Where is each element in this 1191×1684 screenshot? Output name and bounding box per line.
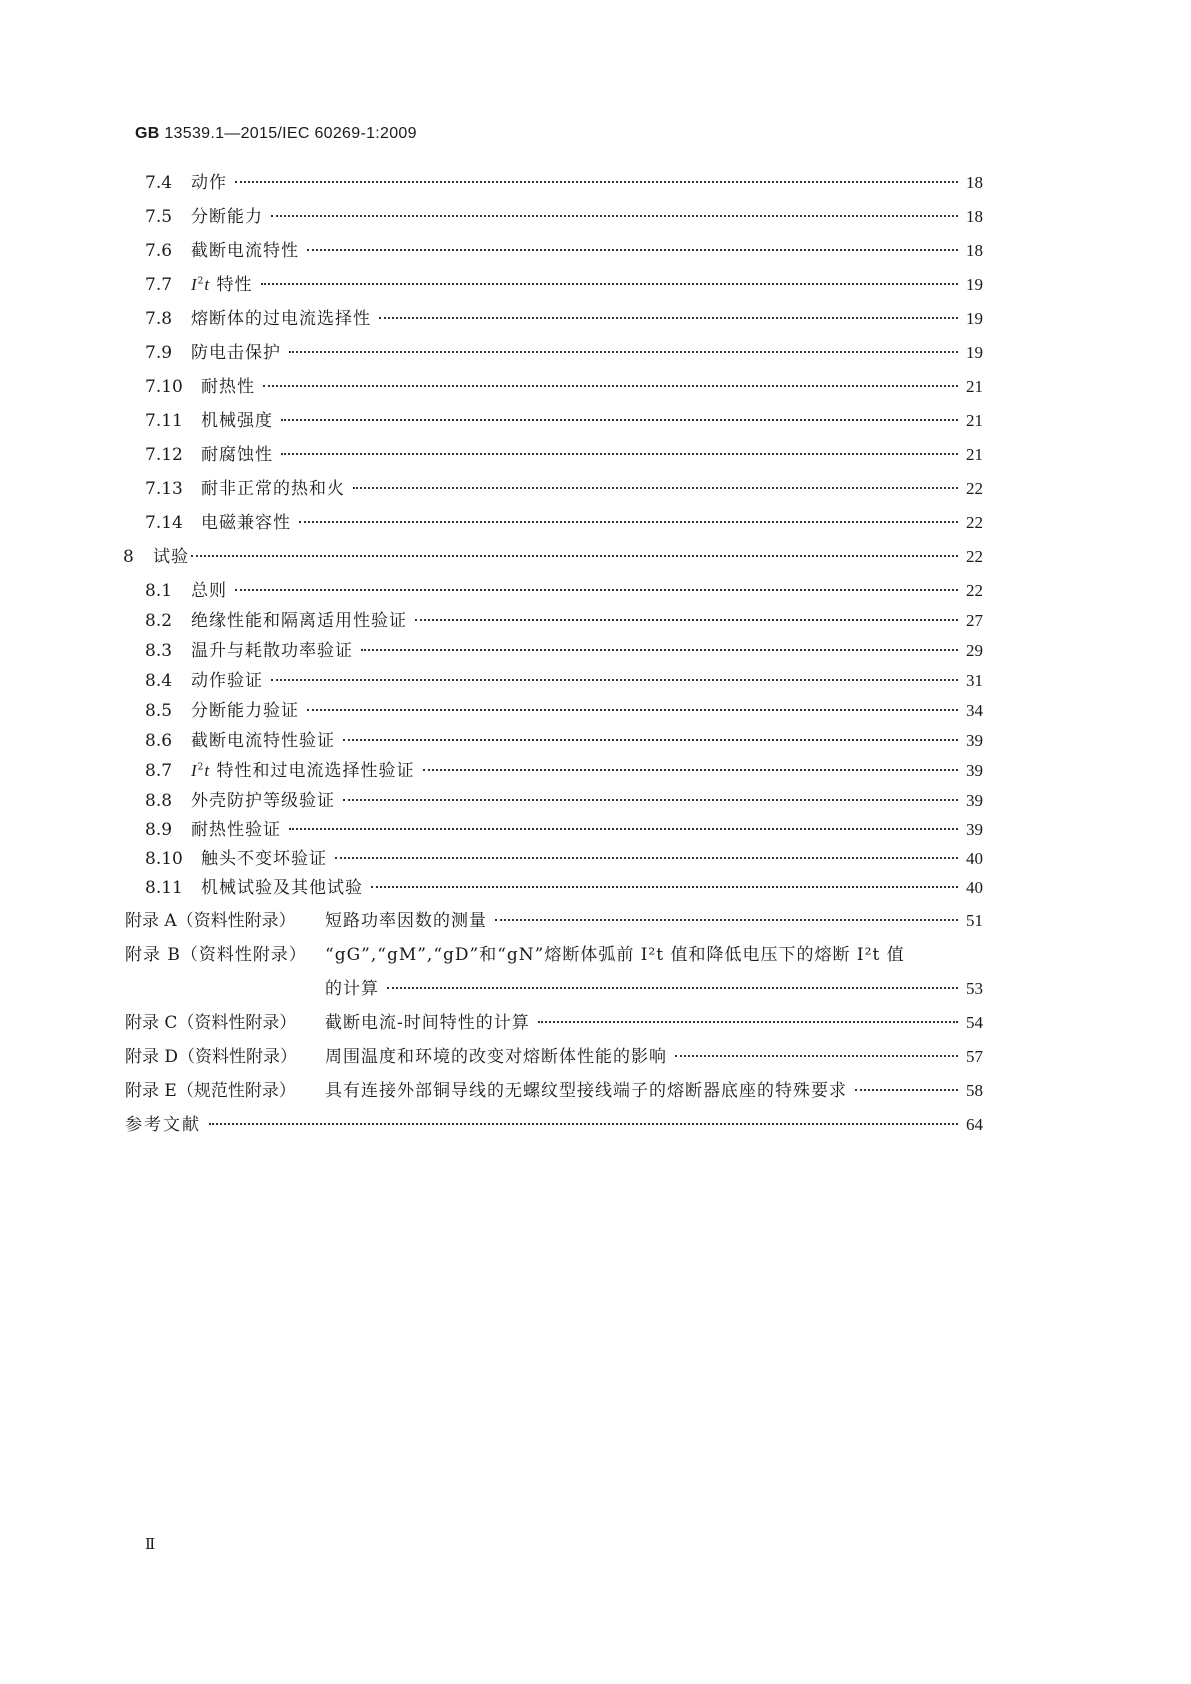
toc-page: 51	[966, 911, 983, 930]
dot-leader	[235, 181, 958, 183]
toc-page: 18	[966, 241, 983, 260]
toc-title: 熔断体的过电流选择性	[191, 309, 371, 329]
toc-entry[interactable]	[145, 406, 983, 430]
toc-number: 附录 B（资料性附录）	[125, 945, 307, 965]
toc-title: 外壳防护等级验证	[191, 791, 335, 811]
toc-entry[interactable]	[145, 270, 983, 294]
toc-number: 7.9	[145, 343, 173, 363]
toc-entry-appendix[interactable]	[125, 906, 983, 930]
toc-title: 电磁兼容性	[201, 513, 291, 533]
toc-title: 温升与耗散功率验证	[191, 641, 353, 661]
toc-title: 绝缘性能和隔离适用性验证	[191, 611, 407, 631]
toc-title: 分断能力验证	[191, 701, 299, 721]
toc-page: 19	[966, 275, 983, 294]
dot-leader	[235, 589, 958, 591]
toc-title: 耐腐蚀性	[201, 445, 273, 465]
toc-entry[interactable]	[145, 873, 983, 897]
toc-title: 动作验证	[191, 671, 263, 691]
toc-title: 机械强度	[201, 411, 273, 431]
page-number: Ⅱ	[145, 1535, 156, 1553]
dot-leader	[289, 828, 958, 830]
toc-page: 31	[966, 671, 983, 690]
toc-entry[interactable]	[145, 786, 983, 810]
toc-title: 具有连接外部铜导线的无螺纹型接线端子的熔断器底座的特殊要求	[325, 1081, 847, 1101]
toc-number: 7.4	[145, 173, 173, 193]
dot-leader	[538, 1021, 958, 1023]
toc-entry[interactable]	[145, 202, 983, 226]
standard-prefix: GB	[135, 125, 160, 142]
toc-page: 22	[966, 479, 983, 498]
toc-title-line1: “gG”,“gM”,“gD”和“gN”熔断体弧前 I²t 值和降低电压下的熔断 I²t 值	[325, 945, 905, 965]
dot-leader	[371, 886, 958, 888]
toc-entry[interactable]	[145, 474, 983, 498]
toc-entry[interactable]	[145, 666, 983, 690]
toc-entry[interactable]	[123, 542, 983, 566]
toc-page: 53	[966, 979, 983, 998]
toc-title: 触头不变坏验证	[201, 849, 327, 869]
toc-number: 8.5	[145, 701, 173, 721]
toc-entry[interactable]	[145, 168, 983, 192]
toc-number: 8.4	[145, 671, 173, 691]
toc-page: 21	[966, 445, 983, 464]
toc-entry-bibliography[interactable]	[125, 1110, 983, 1134]
toc-page: 34	[966, 701, 983, 720]
dot-leader	[299, 521, 958, 523]
toc-entry[interactable]	[145, 372, 983, 396]
toc-number: 附录 A（资料性附录）	[125, 911, 296, 931]
toc-page: 57	[966, 1047, 983, 1066]
toc-number: 8.6	[145, 731, 173, 751]
dot-leader	[281, 419, 958, 421]
toc-entry[interactable]	[145, 756, 983, 780]
toc-entry-appendix[interactable]	[125, 1042, 983, 1066]
toc-number: 8.11	[145, 878, 183, 898]
toc-title: 总则	[191, 581, 227, 601]
toc-entry[interactable]	[145, 726, 983, 750]
toc-page: 21	[966, 411, 983, 430]
toc-page: 18	[966, 207, 983, 226]
toc-page: 22	[966, 513, 983, 532]
toc-page: 39	[966, 820, 983, 839]
toc-title: 动作	[191, 173, 227, 193]
toc-page: 39	[966, 731, 983, 750]
toc-title: 截断电流特性验证	[191, 731, 335, 751]
dot-leader	[289, 351, 958, 353]
toc-number: 8.3	[145, 641, 173, 661]
toc-number: 附录 D（资料性附录）	[125, 1047, 298, 1067]
toc-page: 40	[966, 878, 983, 897]
toc-entry[interactable]	[145, 844, 983, 868]
toc-page: 40	[966, 849, 983, 868]
toc-title: 试验	[153, 547, 189, 567]
toc-number: 附录 E（规范性附录）	[125, 1081, 296, 1101]
dot-leader	[855, 1089, 958, 1091]
toc-number: 7.5	[145, 207, 173, 227]
toc-title: 截断电流特性	[191, 241, 299, 261]
dot-leader	[675, 1055, 958, 1057]
toc-number: 参考文献	[125, 1115, 201, 1135]
toc-number: 8.10	[145, 849, 183, 869]
dot-leader	[379, 317, 958, 319]
toc-title: 耐非正常的热和火	[201, 479, 345, 499]
toc-title: 截断电流-时间特性的计算	[325, 1013, 530, 1033]
toc-entry[interactable]	[145, 440, 983, 464]
document-header	[135, 125, 417, 143]
dot-leader	[495, 919, 958, 921]
toc-entry[interactable]	[145, 236, 983, 260]
dot-leader	[281, 453, 958, 455]
toc-page: 27	[966, 611, 983, 630]
dot-leader	[343, 739, 958, 741]
standard-code: 13539.1—2015/IEC 60269-1:2009	[164, 125, 417, 142]
dot-leader	[353, 487, 958, 489]
dot-leader	[261, 283, 958, 285]
dot-leader	[271, 215, 958, 217]
toc-page: 39	[966, 791, 983, 810]
toc-entry[interactable]	[145, 815, 983, 839]
toc-entry[interactable]	[145, 338, 983, 362]
toc-page: 54	[966, 1013, 983, 1032]
toc-page: 64	[966, 1115, 983, 1134]
dot-leader	[423, 769, 958, 771]
dot-leader	[335, 857, 958, 859]
toc-number: 8.2	[145, 611, 173, 631]
toc-entry-appendix[interactable]	[125, 1008, 983, 1032]
dot-leader	[361, 649, 958, 651]
toc-number: 7.13	[145, 479, 183, 499]
toc-number: 7.14	[145, 513, 183, 533]
toc-page: 39	[966, 761, 983, 780]
dot-leader	[271, 679, 958, 681]
dot-leader	[191, 555, 958, 557]
toc-number: 7.6	[145, 241, 173, 261]
toc-page: 21	[966, 377, 983, 396]
toc-title: 防电击保护	[191, 343, 281, 363]
toc-title: 的计算	[325, 979, 379, 999]
toc-number: 附录 C（资料性附录）	[125, 1013, 297, 1033]
toc-entry[interactable]	[145, 508, 983, 532]
toc-title: 耐热性验证	[191, 820, 281, 840]
toc-page: 22	[966, 581, 983, 600]
toc-entry[interactable]	[145, 304, 983, 328]
dot-leader	[209, 1123, 958, 1125]
toc-title: $I^2t$ 特性和过电流选择性验证	[191, 761, 415, 781]
toc-page: 22	[966, 547, 983, 566]
toc-number: 7.12	[145, 445, 183, 465]
toc-number: 8.9	[145, 820, 173, 840]
toc-number: 7.11	[145, 411, 183, 431]
toc-title: 机械试验及其他试验	[201, 878, 363, 898]
toc-entry[interactable]	[145, 576, 983, 600]
toc-number: 8.7	[145, 761, 173, 781]
toc-title: 短路功率因数的测量	[325, 911, 487, 931]
toc-entry[interactable]	[145, 606, 983, 630]
dot-leader	[307, 249, 958, 251]
toc-title: 分断能力	[191, 207, 263, 227]
dot-leader	[415, 619, 958, 621]
toc-title: $I^2t$ 特性	[191, 275, 253, 295]
toc-number: 8	[123, 547, 134, 567]
toc-number: 8.1	[145, 581, 173, 601]
toc-page: 58	[966, 1081, 983, 1100]
toc-title: 耐热性	[201, 377, 255, 397]
toc-page: 19	[966, 309, 983, 328]
toc-entry-appendix-b-line1[interactable]	[125, 940, 905, 965]
dot-leader	[307, 709, 958, 711]
toc-page: 18	[966, 173, 983, 192]
toc-entry[interactable]	[145, 696, 983, 720]
toc-page: 29	[966, 641, 983, 660]
toc-number: 7.10	[145, 377, 183, 397]
toc-number: 8.8	[145, 791, 173, 811]
dot-leader	[263, 385, 958, 387]
toc-number: 7.7	[145, 275, 173, 295]
toc-number: 7.8	[145, 309, 173, 329]
toc-entry[interactable]	[325, 974, 983, 998]
toc-page: 19	[966, 343, 983, 362]
toc-entry-appendix[interactable]	[125, 1076, 983, 1100]
dot-leader	[387, 987, 958, 989]
toc-entry[interactable]	[145, 636, 983, 660]
dot-leader	[343, 799, 958, 801]
toc-title: 周围温度和环境的改变对熔断体性能的影响	[325, 1047, 667, 1067]
